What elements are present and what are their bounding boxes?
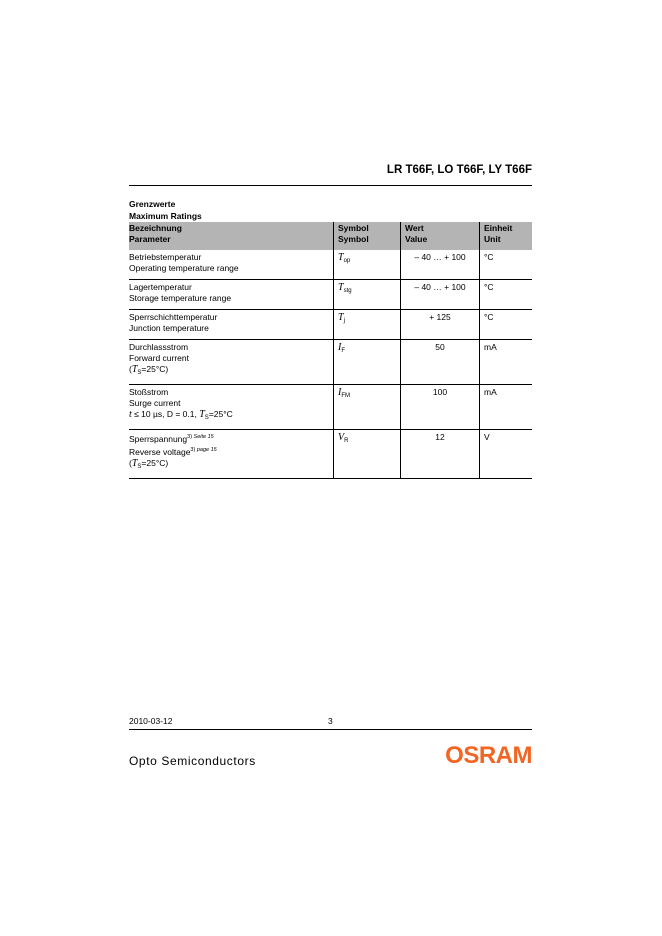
- page-number: 3: [328, 716, 333, 726]
- condition: $(T_S=25^\circ C)$: [129, 458, 169, 470]
- unit-cell: V: [480, 430, 533, 479]
- title-divider: [129, 185, 532, 186]
- value-cell: – 40 … + 100: [401, 250, 480, 280]
- unit-cell: mA: [480, 340, 533, 385]
- company-division: Opto Semiconductors: [129, 754, 256, 768]
- table-row: [129, 430, 532, 479]
- parameter-cell: Stoßstrom Surge current t ≤ 10 µs, D = 0.1, $T_S=25^\circ C$: [129, 385, 334, 430]
- parameter-cell: Betriebstemperatur Operating temperature range: [129, 250, 334, 280]
- footer-divider: [129, 729, 532, 730]
- osram-logo: OSRAM: [445, 742, 532, 769]
- header-unit: Einheit Unit: [480, 222, 533, 250]
- value-cell: 12: [401, 430, 480, 479]
- unit-cell: °C: [480, 250, 533, 280]
- unit-cell: °C: [480, 310, 533, 340]
- value-cell: + 125: [401, 310, 480, 340]
- header-value: Wert Value: [401, 222, 480, 250]
- condition: $(T_S=25^\circ C)$: [129, 364, 169, 376]
- maximum-ratings-table: [129, 222, 532, 479]
- value-cell: 100: [401, 385, 480, 430]
- parameter-cell: Lagertemperatur Storage temperature range: [129, 280, 334, 310]
- footer-date: 2010-03-12: [129, 716, 173, 726]
- parameter-cell: Sperrspannung$^{3)}$ $^{Seite 15}$ Reverse voltage$^{3)}$ $^{page 15}$ $(T_S=25^\circ C)$: [129, 430, 334, 479]
- unit-cell: °C: [480, 280, 533, 310]
- section-heading: [129, 198, 202, 222]
- condition: t ≤ 10 µs, D = 0.1, $T_S=25^\circ C$: [129, 409, 233, 421]
- footnote-link[interactable]: page 15: [195, 447, 217, 453]
- symbol-cell: $T_{stg}$: [334, 280, 401, 310]
- symbol-cell: $I_{FM}$: [334, 385, 401, 430]
- section-title-de: Grenzwerte: [129, 199, 176, 209]
- symbol-cell: $T_j$: [334, 310, 401, 340]
- parameter-cell: Durchlassstrom Forward current $(T_S=25^\circ C)$: [129, 340, 334, 385]
- parameter-cell: Sperrschichttemperatur Junction temperature: [129, 310, 334, 340]
- footnote-link[interactable]: Seite 15: [192, 434, 214, 440]
- table-row: [129, 385, 532, 430]
- table-row: [129, 310, 532, 340]
- table-row: [129, 250, 532, 280]
- table-row: [129, 280, 532, 310]
- header-symbol: Symbol Symbol: [334, 222, 401, 250]
- table-row: [129, 340, 532, 385]
- table-header-row: [129, 222, 532, 250]
- unit-cell: mA: [480, 385, 533, 430]
- symbol-cell: $I_F$: [334, 340, 401, 385]
- section-title-en: Maximum Ratings: [129, 211, 202, 221]
- document-title: LR T66F, LO T66F, LY T66F: [386, 164, 532, 176]
- header-parameter: Bezeichnung Parameter: [129, 222, 334, 250]
- value-cell: – 40 … + 100: [401, 280, 480, 310]
- symbol-cell: $V_R$: [334, 430, 401, 479]
- value-cell: 50: [401, 340, 480, 385]
- symbol-cell: $T_{op}$: [334, 250, 401, 280]
